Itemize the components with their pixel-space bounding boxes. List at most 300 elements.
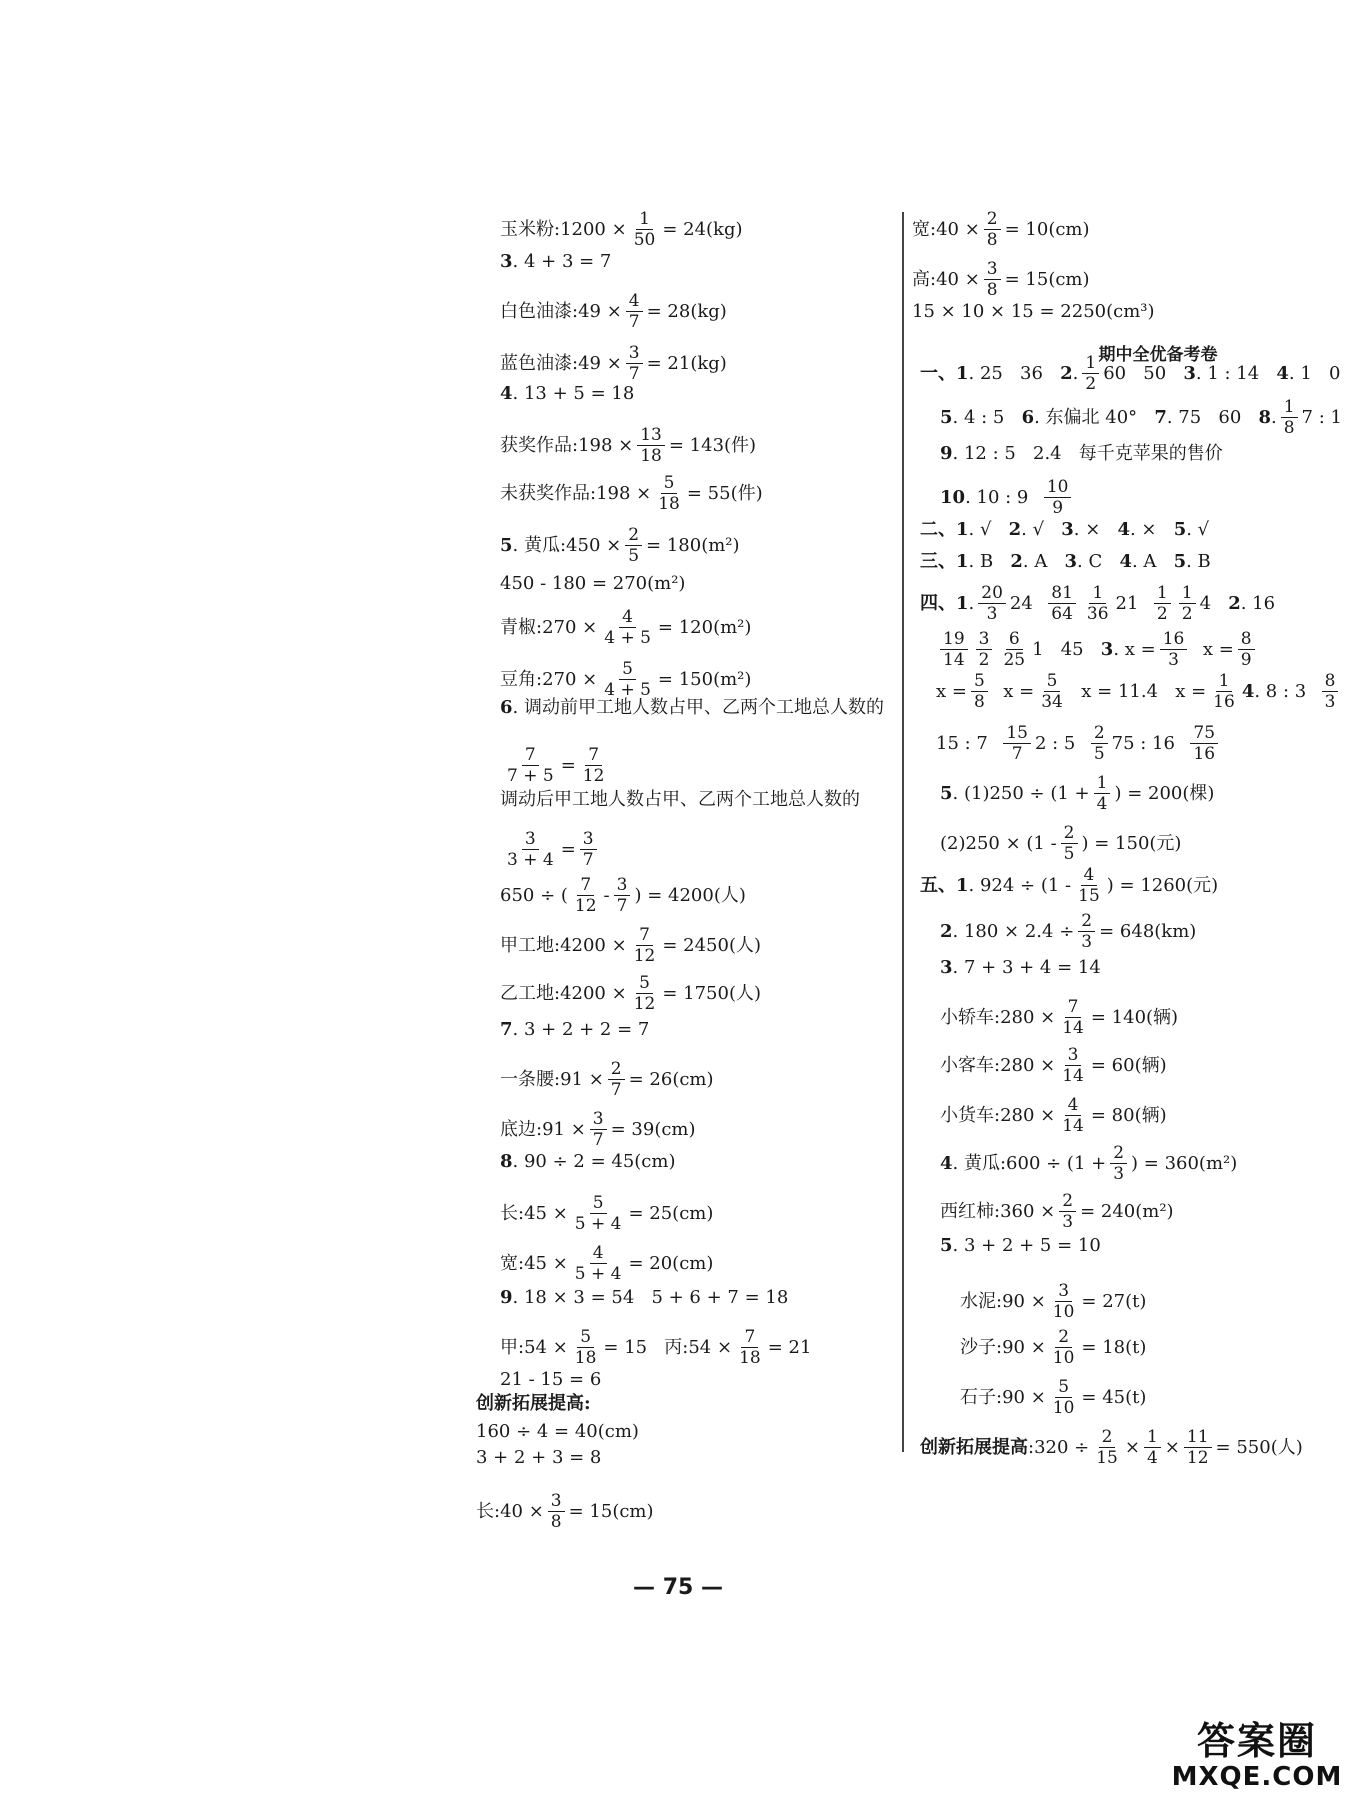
text-segment: x =: [1191, 638, 1234, 660]
fraction: [984, 260, 1001, 299]
text-segment: . 924 ÷ (1 -: [968, 874, 1072, 896]
fraction-denominator: 18: [658, 494, 680, 514]
right-line: [940, 398, 1342, 437]
fraction-numerator: 5: [577, 1328, 594, 1348]
fraction-denominator: 9: [1052, 498, 1064, 518]
right-line: [940, 444, 1223, 464]
text-segment: = 26(cm): [628, 1068, 714, 1090]
text-segment: 豆角:270 ×: [500, 668, 598, 690]
fraction: [1059, 998, 1087, 1037]
text-segment: = 21(kg): [646, 352, 727, 374]
text-segment: =: [560, 754, 576, 776]
fraction-numerator: 4: [590, 1244, 607, 1264]
fraction: [1038, 672, 1066, 711]
fraction-denominator: 50: [633, 230, 656, 250]
text-segment: . 7 + 3 + 4 = 14: [952, 957, 1101, 978]
item-number: 3: [940, 957, 953, 978]
text-segment: 160 ÷ 4 = 40(cm): [476, 1421, 639, 1442]
item-number: 3: [1183, 362, 1196, 384]
fraction-denominator: 14: [1062, 1018, 1084, 1038]
text-segment: = 1750(人): [662, 982, 761, 1004]
item-number: 7: [1154, 406, 1167, 428]
fraction: [978, 584, 1006, 623]
fraction-numerator: 5: [619, 660, 636, 680]
text-segment: . 75 60: [1166, 406, 1259, 428]
item-number: 4: [500, 383, 513, 404]
text-segment: 21 - 15 = 6: [500, 1369, 602, 1390]
fraction-denominator: 10: [1052, 1398, 1075, 1418]
text-segment: :320 ÷: [1028, 1436, 1090, 1458]
text-segment: 小轿车:280 ×: [940, 1006, 1056, 1028]
item-number: 8: [500, 1151, 513, 1172]
item-number: 6: [500, 697, 513, 718]
fraction-numerator: 2: [1078, 912, 1095, 932]
text-segment: = 18(t): [1081, 1336, 1147, 1358]
fraction-numerator: 16: [1160, 630, 1188, 650]
fraction-numerator: 1: [1216, 672, 1233, 692]
fraction-numerator: 7: [636, 926, 653, 946]
item-number: 5: [500, 534, 513, 556]
text-segment: .: [1270, 406, 1277, 428]
fraction-denominator: 36: [1086, 604, 1109, 624]
text-segment: = 550(人): [1215, 1436, 1303, 1458]
text-segment: 24: [1009, 592, 1045, 614]
fraction-denominator: 12: [1186, 1448, 1209, 1468]
text-segment: ) = 150(元): [1081, 832, 1182, 854]
fraction-numerator: 2: [1061, 824, 1078, 844]
text-segment: 15 : 7: [936, 732, 1000, 754]
fraction-denominator: 5: [1063, 844, 1075, 864]
text-segment: = 180(m²): [646, 534, 740, 556]
fraction-denominator: 64: [1051, 604, 1073, 624]
fraction: [1078, 912, 1095, 951]
fraction-numerator: 1: [636, 210, 653, 230]
text-segment: ) = 1260(元): [1106, 874, 1219, 896]
fraction-numerator: 8: [1322, 672, 1339, 692]
text-segment: . A: [1131, 551, 1174, 572]
fraction-numerator: 81: [1048, 584, 1076, 604]
text-segment: = 28(kg): [646, 300, 727, 322]
fraction-numerator: 7: [577, 876, 594, 896]
text-segment: = 120(m²): [657, 616, 752, 638]
fraction-numerator: 8: [1238, 630, 1255, 650]
text-segment: 高:40 ×: [912, 268, 980, 290]
text-segment: . 3 + 2 + 5 = 10: [952, 1235, 1101, 1256]
text-segment: 小货车:280 ×: [940, 1104, 1056, 1126]
right-line: [940, 1046, 1167, 1085]
item-number: 2: [1060, 362, 1073, 384]
text-segment: 调动后甲工地人数占甲、乙两个工地总人数的: [500, 789, 860, 810]
item-number: 7: [500, 1019, 513, 1040]
text-segment: = 15(cm): [568, 1500, 654, 1522]
item-number: 9: [500, 1287, 513, 1308]
fraction-denominator: 12: [574, 896, 597, 916]
fraction: [1075, 866, 1103, 905]
fraction-numerator: 7: [522, 746, 539, 766]
fraction-denominator: 14: [1062, 1116, 1084, 1136]
item-number: 2: [1228, 592, 1241, 614]
text-segment: 玉米粉:1200 ×: [500, 218, 627, 240]
fraction-denominator: 8: [986, 230, 998, 250]
fraction-denominator: 10: [1052, 1348, 1075, 1368]
text-segment: = 648(km): [1099, 920, 1197, 942]
fraction-denominator: 10: [1052, 1302, 1075, 1322]
fraction: [1281, 398, 1298, 437]
fraction-denominator: 3: [1168, 650, 1179, 670]
text-segment: . 黄瓜:450 ×: [512, 534, 622, 556]
text-segment: 小客车:280 ×: [940, 1054, 1056, 1076]
item-number: 3: [500, 251, 513, 272]
text-segment: 青椒:270 ×: [500, 616, 598, 638]
fraction-denominator: 2: [978, 650, 990, 670]
fraction-denominator: 12: [633, 994, 656, 1014]
fraction-denominator: 3: [1081, 932, 1093, 952]
fraction-denominator: 8: [550, 1512, 562, 1532]
text-segment: 60 50: [1103, 362, 1184, 384]
fraction-denominator: 7: [628, 364, 640, 384]
right-line: [936, 672, 1342, 711]
fraction-numerator: 6: [1006, 630, 1023, 650]
text-segment: . √: [1186, 519, 1210, 540]
watermark-url: MXQE.COM: [1171, 1762, 1343, 1792]
fraction-numerator: 3: [590, 1110, 607, 1130]
text-segment: 4: [1199, 592, 1229, 614]
text-segment: = 2450(人): [662, 934, 761, 956]
fraction: [1048, 584, 1076, 623]
text-segment: ) = 200(棵): [1114, 782, 1215, 804]
fraction: [1091, 724, 1108, 763]
fraction: [1061, 824, 1078, 863]
fraction-denominator: 18: [574, 1348, 597, 1368]
item-number: 3: [1100, 638, 1114, 660]
text-segment: = 140(辆): [1090, 1006, 1179, 1028]
text-segment: 450 - 180 = 270(m²): [500, 573, 686, 594]
text-segment: .: [968, 592, 975, 614]
item-number: 9: [940, 443, 953, 464]
text-segment: . 180 × 2.4 ÷: [952, 920, 1075, 942]
fraction-numerator: 3: [614, 876, 631, 896]
fraction: [940, 630, 968, 669]
item-number: 2: [940, 920, 953, 942]
right-line: [920, 584, 1275, 623]
fraction-numerator: 1: [1179, 584, 1196, 604]
item-number: 三、1: [920, 551, 969, 572]
text-segment: 21: [1115, 592, 1150, 614]
fraction-numerator: 1: [1281, 398, 1298, 418]
item-number: 2: [1010, 551, 1023, 572]
text-segment: ) = 360(m²): [1131, 1152, 1238, 1174]
fraction-denominator: 12: [633, 946, 656, 966]
text-segment: = 39(cm): [610, 1118, 696, 1140]
fraction-denominator: 4 + 5: [604, 628, 651, 648]
fraction-denominator: 15: [1078, 886, 1100, 906]
fraction-numerator: 2: [1110, 1144, 1127, 1164]
right-line: [920, 552, 1211, 572]
right-line: [940, 1236, 1101, 1256]
right-line: [960, 1282, 1146, 1321]
fraction-numerator: 7: [585, 746, 602, 766]
right-line: [940, 478, 1075, 517]
fraction-numerator: 5: [1044, 672, 1061, 692]
fraction-numerator: 3: [976, 630, 993, 650]
text-segment: 长:45 ×: [500, 1202, 568, 1224]
item-number: 创新拓展提高: [920, 1436, 1028, 1458]
fraction-denominator: 4: [1146, 1448, 1158, 1468]
text-segment: . 调动前甲工地人数占甲、乙两个工地总人数的: [512, 697, 884, 718]
fraction-denominator: 8: [973, 692, 985, 712]
fraction-numerator: 1: [1094, 774, 1111, 794]
item-number: 5: [1173, 551, 1187, 572]
right-line: [912, 260, 1090, 299]
fraction-denominator: 2: [1085, 374, 1097, 394]
fraction-numerator: 1: [1144, 1428, 1161, 1448]
text-segment: . 8 : 3: [1254, 680, 1318, 702]
item-number: 3: [1061, 519, 1074, 540]
fraction-denominator: 5: [1093, 744, 1105, 764]
text-segment: . ×: [1073, 519, 1118, 540]
fraction-denominator: 18: [640, 446, 662, 466]
fraction-denominator: 8: [986, 280, 998, 300]
fraction-numerator: 3: [1055, 1282, 1072, 1302]
fraction-denominator: 7 + 5: [507, 766, 554, 786]
text-segment: . 90 ÷ 2 = 45(cm): [512, 1151, 676, 1172]
fraction-numerator: 4: [1081, 866, 1098, 886]
text-segment: 15 × 10 × 15 = 2250(cm³): [912, 301, 1155, 322]
fraction-denominator: 7: [628, 312, 640, 332]
fraction-denominator: 7: [610, 1080, 622, 1100]
text-segment: ×: [1164, 1436, 1180, 1458]
item-number: 一、1: [920, 362, 969, 384]
fraction-numerator: 13: [637, 426, 665, 446]
item-number: 5: [940, 406, 953, 428]
fraction-numerator: 2: [1055, 1328, 1072, 1348]
fraction-numerator: 1: [1082, 354, 1099, 374]
fraction-numerator: 5: [590, 1194, 607, 1214]
fraction-denominator: 4 + 5: [604, 680, 651, 700]
fraction: [1110, 1144, 1127, 1183]
text-segment: 沙子:90 ×: [960, 1336, 1046, 1358]
text-segment: 7 : 1: [1301, 406, 1342, 428]
item-number: 4: [1241, 680, 1255, 702]
text-segment: = 27(t): [1081, 1290, 1147, 1312]
item-number: 4: [1117, 519, 1130, 540]
fraction: [1082, 354, 1099, 393]
fraction-numerator: 2: [625, 526, 642, 546]
fraction-numerator: 2: [984, 210, 1001, 230]
text-segment: = 240(m²): [1080, 1200, 1174, 1222]
text-segment: = 10(cm): [1004, 218, 1090, 240]
text-segment: = 60(辆): [1090, 1054, 1167, 1076]
fraction-numerator: 5: [1055, 1378, 1072, 1398]
fraction-numerator: 2: [1099, 1428, 1116, 1448]
text-segment: 蓝色油漆:49 ×: [500, 352, 622, 374]
fraction-numerator: 11: [1184, 1428, 1212, 1448]
text-segment: ×: [1124, 1436, 1140, 1458]
fraction-denominator: 3: [1062, 1212, 1074, 1232]
item-number: 5: [1173, 519, 1187, 540]
text-segment: 长:40 ×: [476, 1500, 544, 1522]
text-segment: 宽:40 ×: [912, 218, 980, 240]
text-segment: 西红柿:360 ×: [940, 1200, 1056, 1222]
text-segment: . ×: [1129, 519, 1174, 540]
text-segment: . 东偏北 40°: [1034, 406, 1155, 428]
fraction-denominator: 5: [628, 546, 640, 566]
right-line: [940, 1096, 1167, 1135]
right-line: [920, 354, 1340, 393]
text-segment: . 16: [1240, 592, 1276, 614]
text-segment: 石子:90 ×: [960, 1386, 1046, 1408]
right-line: [936, 630, 1259, 669]
fraction: [1094, 774, 1111, 813]
fraction: [1050, 1328, 1078, 1367]
item-number: 创新拓展提高:: [476, 1393, 591, 1414]
right-line: [940, 1192, 1174, 1231]
fraction-denominator: 2: [1156, 604, 1168, 624]
fraction-denominator: 7: [582, 850, 594, 870]
text-segment: 3 + 2 + 3 = 8: [476, 1447, 602, 1468]
fraction: [1179, 584, 1196, 623]
fraction-denominator: 7: [592, 1130, 604, 1150]
right-line: [920, 520, 1209, 540]
fraction: [1322, 672, 1339, 711]
text-segment: ) = 4200(人): [634, 884, 746, 906]
fraction: [1059, 1046, 1087, 1085]
text-segment: . 黄瓜:600 ÷ (1 +: [952, 1152, 1107, 1174]
watermark-logo: [1168, 1716, 1346, 1796]
right-line: [940, 958, 1101, 978]
text-segment: . 4 + 3 = 7: [512, 251, 612, 272]
fraction-numerator: 20: [978, 584, 1006, 604]
page-number: — 75 —: [633, 1575, 723, 1600]
text-segment: = 143(件): [668, 434, 757, 456]
fraction: [971, 672, 988, 711]
text-segment: 底边:91 ×: [500, 1118, 586, 1140]
text-segment: 甲:54 ×: [500, 1336, 568, 1358]
right-line: [936, 724, 1222, 763]
fraction-numerator: 5: [636, 974, 653, 994]
text-segment: . 10 : 9: [965, 486, 1040, 508]
item-number: 4: [1276, 362, 1289, 384]
fraction: [1184, 1428, 1212, 1467]
fraction-denominator: 8: [1283, 418, 1295, 438]
fraction-denominator: 16: [1213, 692, 1235, 712]
text-segment: = 150(m²): [657, 668, 752, 690]
text-segment: = 25(cm): [628, 1202, 714, 1224]
fraction-numerator: 7: [1065, 998, 1082, 1018]
section-title: 期中全优备考卷: [1098, 345, 1218, 365]
text-segment: . 1 0: [1288, 362, 1341, 384]
fraction: [1210, 672, 1238, 711]
text-segment: = 15(cm): [1004, 268, 1090, 290]
text-segment: = 24(kg): [662, 218, 743, 240]
text-segment: = 45(t): [1081, 1386, 1147, 1408]
text-segment: 乙工地:4200 ×: [500, 982, 627, 1004]
fraction-numerator: 3: [548, 1492, 565, 1512]
text-segment: . 12 : 5 2.4 每千克苹果的售价: [952, 443, 1223, 464]
fraction-denominator: 3: [1113, 1164, 1125, 1184]
fraction-denominator: 15: [1096, 1448, 1118, 1468]
fraction-numerator: 3: [1065, 1046, 1082, 1066]
right-line: [920, 1428, 1303, 1467]
text-segment: . (1)250 ÷ (1 +: [952, 782, 1090, 804]
text-segment: 甲工地:4200 ×: [500, 934, 627, 956]
fraction-numerator: 75: [1190, 724, 1218, 744]
item-number: 四、1: [920, 592, 969, 614]
right-line: [960, 1378, 1146, 1417]
fraction-denominator: 3: [986, 604, 998, 624]
item-number: 二、1: [920, 519, 969, 540]
fraction: [1059, 1096, 1087, 1135]
fraction-denominator: 4: [1096, 794, 1108, 814]
text-segment: . 3 + 2 + 2 = 7: [512, 1019, 650, 1040]
fraction: [1154, 584, 1171, 623]
text-segment: 650 ÷ (: [500, 884, 568, 906]
text-segment: . 18 × 3 = 54 5 + 6 + 7 = 18: [512, 1287, 789, 1308]
fraction-denominator: 9: [1240, 650, 1252, 670]
text-segment: . 25 36: [968, 362, 1061, 384]
text-segment: 获奖作品:198 ×: [500, 434, 634, 456]
fraction-numerator: 10: [1044, 478, 1072, 498]
fraction-denominator: 5 + 4: [574, 1214, 622, 1234]
text-segment: = 20(cm): [628, 1252, 714, 1274]
fraction-numerator: 5: [661, 474, 678, 494]
text-segment: . x =: [1113, 638, 1156, 660]
text-segment: = 55(件): [686, 482, 763, 504]
fraction-denominator: 16: [1193, 744, 1216, 764]
text-segment: . 1 : 14: [1195, 362, 1277, 384]
fraction-numerator: 19: [940, 630, 968, 650]
text-segment: = 21: [767, 1336, 812, 1358]
text-segment: x = 11.4 x =: [1069, 680, 1207, 702]
fraction-numerator: 4: [1065, 1096, 1082, 1116]
text-segment: . √: [968, 519, 1009, 540]
item-number: 五、1: [920, 874, 969, 896]
fraction-denominator: 12: [582, 766, 605, 786]
text-segment: = 80(辆): [1090, 1104, 1167, 1126]
fraction-numerator: 15: [1003, 724, 1031, 744]
fraction-denominator: 34: [1041, 692, 1063, 712]
fraction-numerator: 1: [1154, 584, 1171, 604]
right-line: [940, 1144, 1237, 1183]
fraction-denominator: 3 + 4: [507, 850, 554, 870]
fraction-denominator: 14: [1062, 1066, 1084, 1086]
text-segment: 75 : 16: [1111, 732, 1187, 754]
text-segment: x =: [991, 680, 1035, 702]
fraction-denominator: 3: [1324, 692, 1336, 712]
fraction-numerator: 4: [619, 608, 636, 628]
item-number: 4: [1119, 551, 1132, 572]
text-segment: . A: [1022, 551, 1065, 572]
fraction: [1050, 1282, 1078, 1321]
watermark-text: 答案圈: [1196, 1719, 1317, 1763]
right-line: [940, 998, 1178, 1037]
text-segment: 一条腰:91 ×: [500, 1068, 604, 1090]
text-segment: . B: [1186, 551, 1211, 572]
right-line: [920, 866, 1218, 905]
fraction-numerator: 2: [608, 1060, 625, 1080]
text-segment: = 15 丙:54 ×: [603, 1336, 733, 1358]
fraction: [1144, 1428, 1161, 1467]
fraction-denominator: 5 + 4: [574, 1264, 622, 1284]
fraction: [1160, 630, 1188, 669]
fraction: [1000, 630, 1028, 669]
text-segment: 白色油漆:49 ×: [500, 300, 622, 322]
fraction: [1084, 584, 1112, 623]
text-segment: . C: [1077, 551, 1120, 572]
fraction: [1044, 478, 1072, 517]
text-segment: 2 : 5: [1034, 732, 1087, 754]
fraction-numerator: 3: [580, 830, 597, 850]
